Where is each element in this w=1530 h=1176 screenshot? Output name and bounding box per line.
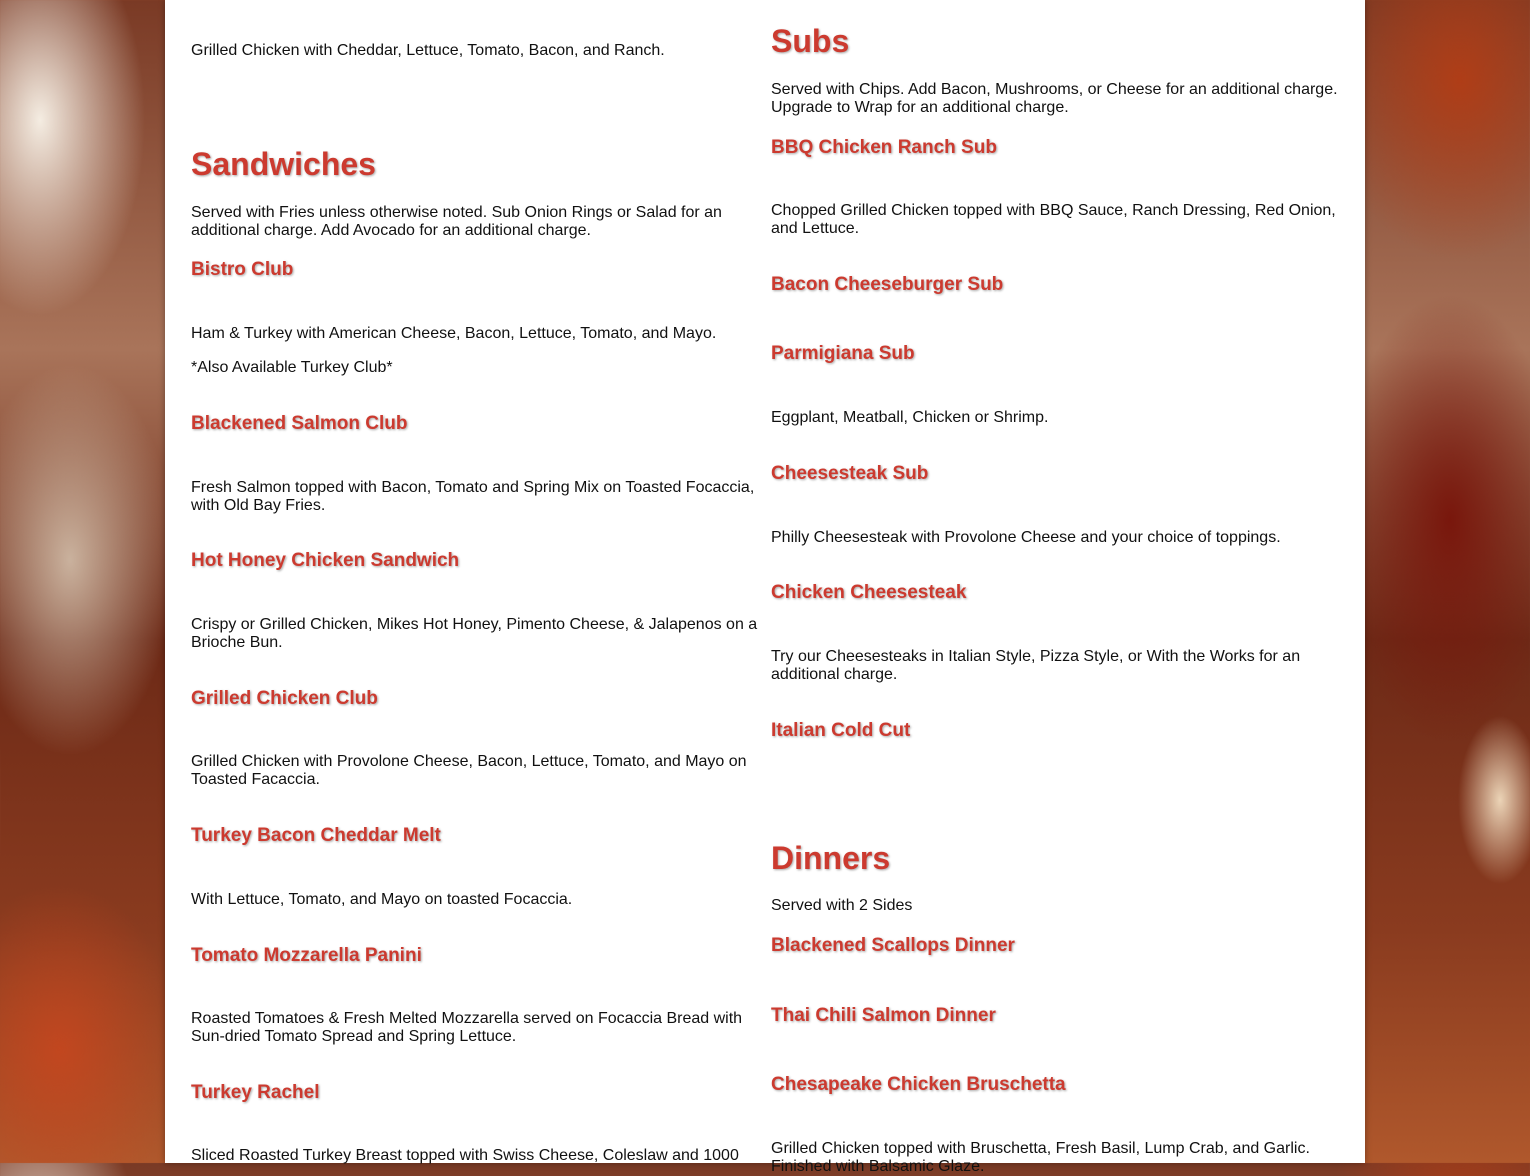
sandwiches-intro: Served with Fries unless otherwise noted. Sub Onion Rings or Salad for an additional charge. Add Avocado for an additional charge.: [191, 204, 722, 239]
menu-item-description: Sliced Roasted Turkey Breast topped with Swiss Cheese, Coleslaw and 1000: [191, 1147, 739, 1164]
menu-item-description: With Lettuce, Tomato, and Mayo on toasted Focaccia.: [191, 891, 573, 908]
menu-item-title: Turkey Rachel: [191, 1082, 320, 1103]
section-title-subs: Subs: [771, 23, 850, 59]
menu-item-description: Crispy or Grilled Chicken, Mikes Hot Honey, Pimento Cheese, & Jalapenos on a Brioche Bun.: [191, 616, 758, 651]
menu-item-title: Bistro Club: [191, 259, 294, 280]
menu-item-note: *Also Available Turkey Club*: [191, 359, 393, 376]
section-title-dinners: Dinners: [771, 840, 891, 876]
menu-content-card: [165, 0, 1365, 1175]
subs-intro: Served with Chips. Add Bacon, Mushrooms, or Cheese for an additional charge. Upgrade to Wrap for an additional charge.: [771, 81, 1338, 116]
menu-item-description: Try our Cheesesteaks in Italian Style, Pizza Style, or With the Works for an additional charge.: [771, 648, 1301, 683]
menu-item-title: Grilled Chicken Club: [191, 688, 378, 709]
menu-item-title: Blackened Scallops Dinner: [771, 935, 1015, 956]
dinners-intro: Served with 2 Sides: [771, 897, 913, 914]
menu-item-title: Thai Chili Salmon Dinner: [771, 1005, 996, 1026]
menu-item-description: Grilled Chicken with Provolone Cheese, Bacon, Lettuce, Tomato, and Mayo on Toasted Facaccia.: [191, 753, 747, 788]
menu-item-title: Chesapeake Chicken Bruschetta: [771, 1074, 1066, 1095]
section-title-sandwiches: Sandwiches: [191, 146, 376, 182]
menu-item-description: Grilled Chicken topped with Bruschetta, Fresh Basil, Lump Crab, and Garlic. Finished with Balsamic Glaze.: [771, 1140, 1310, 1175]
menu-item-title: Parmigiana Sub: [771, 343, 915, 364]
menu-item-description: Fresh Salmon topped with Bacon, Tomato and Spring Mix on Toasted Focaccia, with Old Bay Fries.: [191, 479, 755, 514]
menu-item-title: Turkey Bacon Cheddar Melt: [191, 825, 441, 846]
menu-item-title: Bacon Cheeseburger Sub: [771, 274, 1004, 295]
menu-item-description: Philly Cheesesteak with Provolone Cheese and your choice of toppings.: [771, 529, 1281, 546]
menu-item-description: Roasted Tomatoes & Fresh Melted Mozzarella served on Focaccia Bread with Sun-dried Tomato Spread and Spring Lettuce.: [191, 1010, 743, 1045]
menu-item-description: Ham & Turkey with American Cheese, Bacon, Lettuce, Tomato, and Mayo.: [191, 325, 717, 342]
menu-item-title: BBQ Chicken Ranch Sub: [771, 137, 997, 158]
menu-item-description: Chopped Grilled Chicken topped with BBQ Sauce, Ranch Dressing, Red Onion, and Lettuce.: [771, 202, 1336, 237]
previous-item-description: Grilled Chicken with Cheddar, Lettuce, Tomato, Bacon, and Ranch.: [191, 42, 665, 59]
menu-item-title: Italian Cold Cut: [771, 720, 911, 741]
menu-item-title: Tomato Mozzarella Panini: [191, 945, 422, 966]
menu-item-title: Chicken Cheesesteak: [771, 582, 967, 603]
menu-item-title: Cheesesteak Sub: [771, 463, 929, 484]
menu-item-title: Blackened Salmon Club: [191, 413, 408, 434]
menu-item-title: Hot Honey Chicken Sandwich: [191, 550, 460, 571]
menu-item-description: Eggplant, Meatball, Chicken or Shrimp.: [771, 409, 1049, 426]
